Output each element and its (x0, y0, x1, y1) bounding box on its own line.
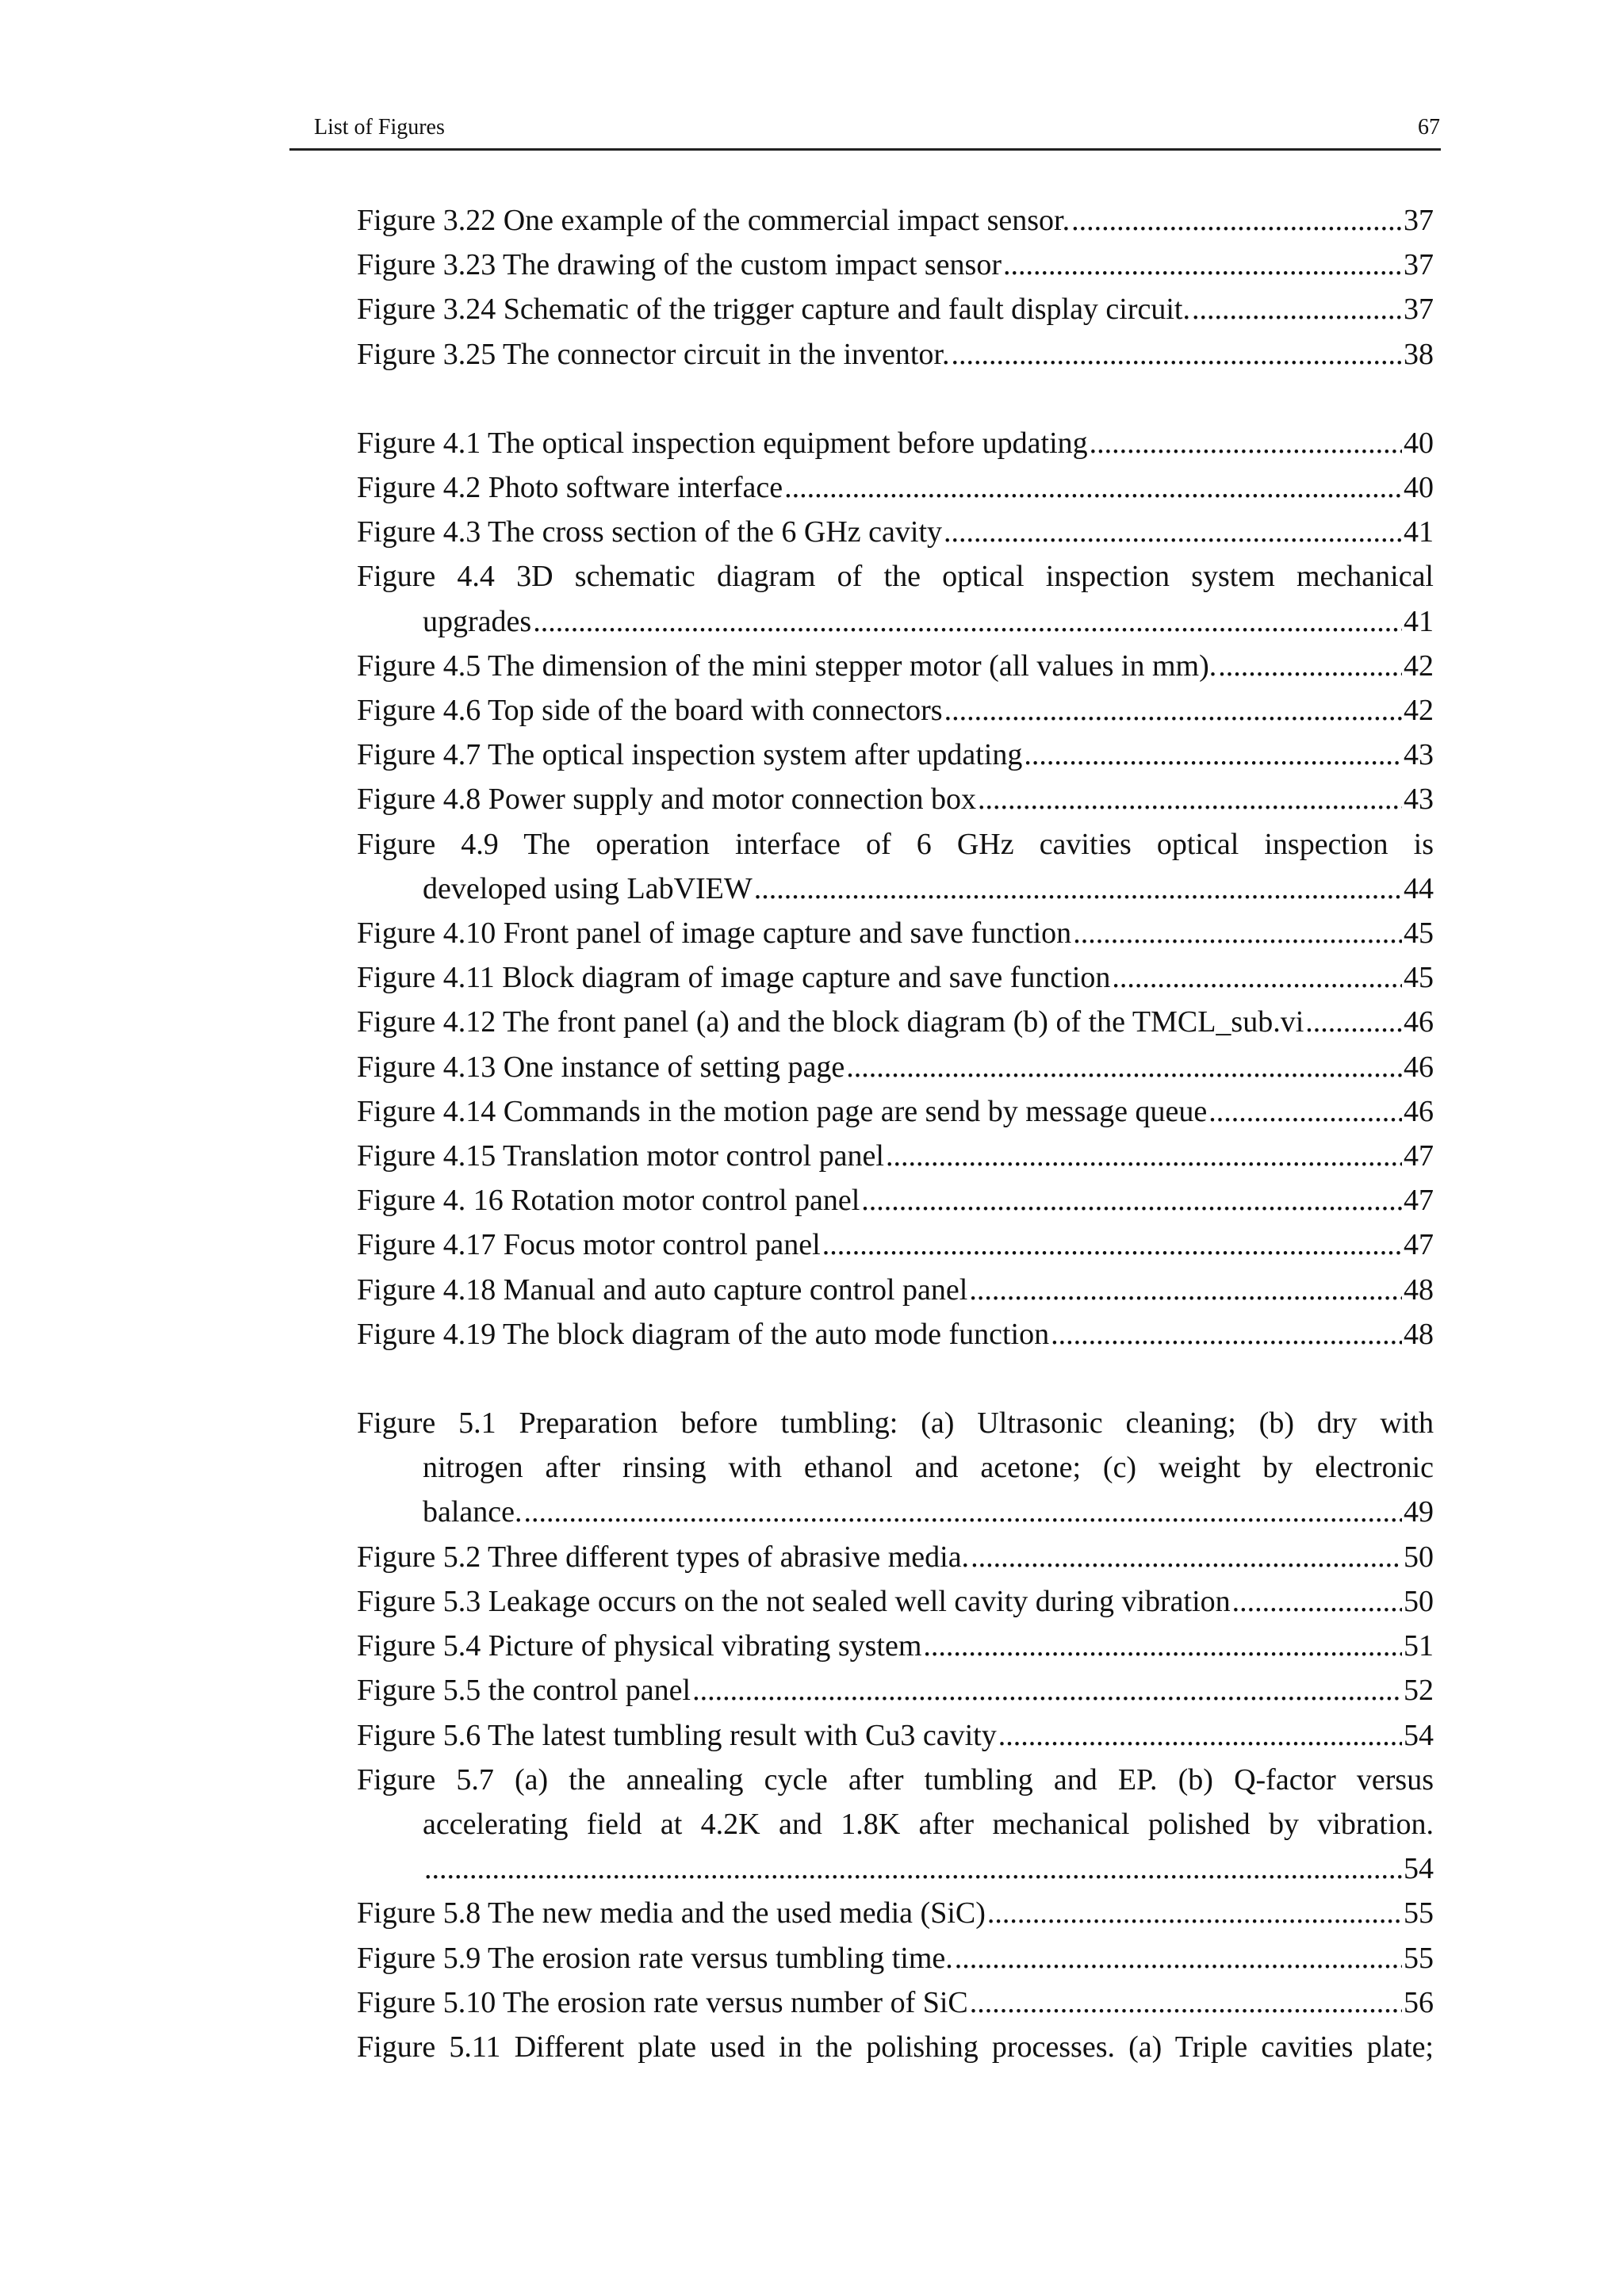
entry-line (357, 955, 1434, 1000)
dot-leader (969, 1268, 1402, 1312)
dot-leader (944, 688, 1402, 733)
page-number: 48 (1404, 1272, 1434, 1307)
dot-leader (784, 465, 1402, 510)
figure-caption: Figure 4.17 Focus motor control panel (357, 1228, 821, 1262)
page-number: 44 (1404, 871, 1434, 905)
page-number: 52 (1404, 1674, 1434, 1708)
dot-leader (978, 777, 1402, 821)
header-rule (289, 148, 1441, 151)
figure-caption: upgrades (423, 604, 532, 638)
dot-leader (1305, 1000, 1402, 1044)
entry-line (357, 1891, 1434, 1935)
page-number: 46 (1404, 1005, 1434, 1039)
entry-line (357, 599, 1434, 644)
page-number: 55 (1404, 1896, 1434, 1931)
toc-entry[interactable] (357, 644, 1434, 688)
entry-line (357, 1668, 1434, 1712)
page-number: 56 (1404, 1985, 1434, 2019)
toc-entry[interactable] (357, 287, 1434, 331)
entry-line (357, 287, 1434, 331)
toc-entry[interactable] (357, 688, 1434, 733)
page-number: 37 (1404, 248, 1434, 282)
page-number: 42 (1404, 649, 1434, 683)
entry-line (357, 1624, 1434, 1668)
dot-leader (1090, 421, 1402, 465)
header-page-number: 67 (1418, 115, 1440, 140)
toc-entry[interactable] (357, 1401, 1434, 1535)
figure-caption: Figure 4.13 One instance of setting page (357, 1050, 845, 1084)
toc-entry[interactable] (357, 1134, 1434, 1178)
page-number: 55 (1404, 1941, 1434, 1975)
dot-leader (524, 1490, 1402, 1534)
entry-line (357, 243, 1434, 287)
entry-line (357, 1579, 1434, 1624)
toc-entry[interactable] (357, 1178, 1434, 1223)
toc-entry[interactable] (357, 1891, 1434, 1935)
running-header (314, 115, 1440, 140)
page-number: 50 (1404, 1540, 1434, 1574)
page-number: 46 (1404, 1094, 1434, 1128)
dot-leader (971, 1535, 1402, 1579)
dot-leader (1024, 733, 1402, 777)
entry-line (357, 1535, 1434, 1579)
entry-line (357, 1223, 1434, 1267)
page-number: 46 (1404, 1050, 1434, 1084)
entry-line-continued: accelerating field at 4.2K and 1.8K after mechanical polished by vibration. (423, 1807, 1434, 1841)
dot-leader (886, 1134, 1402, 1178)
dot-leader (998, 1713, 1402, 1758)
toc-entry[interactable] (357, 1312, 1434, 1357)
entry-line (357, 1936, 1434, 1980)
page-number: 41 (1404, 604, 1434, 638)
page-number: 40 (1404, 426, 1434, 460)
entry-line-first: Figure 5.1 Preparation before tumbling: (a) Ultrasonic cleaning; (b) dry with (357, 1406, 1434, 1441)
figure-caption: Figure 4.11 Block diagram of image capture and save function (357, 961, 1111, 995)
dot-leader (987, 1891, 1402, 1935)
entry-line (357, 465, 1434, 510)
toc-entry[interactable] (357, 1268, 1434, 1312)
entry-line (357, 1312, 1434, 1357)
toc-entry[interactable] (357, 911, 1434, 955)
figure-caption: Figure 5.2 Three different types of abrasive media. (357, 1540, 970, 1574)
dot-leader (1051, 1312, 1402, 1357)
dot-leader (955, 1936, 1402, 1980)
dot-leader (1112, 955, 1402, 1000)
list-of-figures (357, 198, 1434, 2114)
entry-line-first: Figure 4.4 3D schematic diagram of the optical inspection system mechanical (357, 560, 1434, 594)
toc-entry[interactable] (357, 1980, 1434, 2025)
page-number: 43 (1404, 783, 1434, 817)
dot-leader (1218, 644, 1402, 688)
figure-caption: balance. (423, 1495, 523, 1529)
entry-line (357, 688, 1434, 733)
figure-caption: Figure 5.5 the control panel (357, 1674, 691, 1708)
figure-caption: Figure 4.7 The optical inspection system after updating (357, 738, 1023, 772)
figure-caption: Figure 4.14 Commands in the motion page are send by message queue (357, 1094, 1208, 1128)
page-number: 47 (1404, 1139, 1434, 1173)
toc-entry[interactable] (357, 465, 1434, 510)
figure-caption: Figure 3.24 Schematic of the trigger capture and fault display circuit. (357, 293, 1190, 327)
dot-leader (970, 1980, 1402, 2025)
figure-caption: Figure 4.6 Top side of the board with connectors (357, 694, 943, 728)
figure-caption: Figure 4.15 Translation motor control panel (357, 1139, 884, 1173)
toc-entry[interactable] (357, 2025, 1434, 2069)
toc-entry[interactable] (357, 243, 1434, 287)
dot-leader (1208, 1089, 1402, 1134)
dot-leader (1003, 243, 1402, 287)
dot-leader (861, 1178, 1402, 1223)
entry-line (357, 733, 1434, 777)
entry-line-first: Figure 4.9 The operation interface of 6 GHz cavities optical inspection is (357, 827, 1434, 861)
dot-leader (533, 599, 1402, 644)
page-number: 37 (1404, 293, 1434, 327)
entry-line (357, 1134, 1434, 1178)
dot-leader (952, 332, 1403, 377)
entry-line (357, 1490, 1434, 1534)
toc-entry[interactable] (357, 198, 1434, 243)
entry-line (357, 1178, 1434, 1223)
page-number: 47 (1404, 1228, 1434, 1262)
page-number: 48 (1404, 1317, 1434, 1351)
dot-leader (1232, 1579, 1402, 1624)
figure-caption: Figure 4.10 Front panel of image capture and save function (357, 916, 1072, 951)
toc-entry[interactable] (357, 1535, 1434, 1579)
entry-line-first: Figure 5.11 Different plate used in the polishing processes. (a) Triple cavities plate; (357, 2030, 1434, 2064)
figure-caption: Figure 4.19 The block diagram of the auto mode function (357, 1317, 1050, 1351)
page-number: 45 (1404, 916, 1434, 951)
entry-line (357, 332, 1434, 377)
dot-leader (923, 1624, 1402, 1668)
toc-entry[interactable] (357, 554, 1434, 643)
header-title: List of Figures (314, 115, 445, 140)
toc-entry[interactable] (357, 1624, 1434, 1668)
dot-leader (944, 510, 1402, 554)
entry-line-continued: nitrogen after rinsing with ethanol and acetone; (c) weight by electronic (423, 1451, 1434, 1485)
toc-entry[interactable] (357, 1579, 1434, 1624)
entry-line (357, 510, 1434, 554)
figure-caption: Figure 4. 16 Rotation motor control panel (357, 1184, 860, 1218)
figure-caption: Figure 4.8 Power supply and motor connection box (357, 783, 977, 817)
entry-line-first: Figure 5.7 (a) the annealing cycle after tumbling and EP. (b) Q-factor versus (357, 1762, 1434, 1797)
figure-caption: Figure 3.22 One example of the commercial impact sensor. (357, 204, 1071, 237)
entry-line (357, 1045, 1434, 1089)
entry-line (357, 867, 1434, 911)
toc-entry[interactable] (357, 1045, 1434, 1089)
figure-caption: Figure 4.5 The dimension of the mini stepper motor (all values in mm). (357, 649, 1217, 683)
page-number: 45 (1404, 961, 1434, 995)
dot-leader (1071, 198, 1402, 243)
page-number: 47 (1404, 1184, 1434, 1218)
toc-section (357, 1401, 1434, 2069)
entry-line (357, 198, 1434, 243)
toc-entry[interactable] (357, 1713, 1434, 1758)
figure-caption: Figure 5.9 The erosion rate versus tumbling time. (357, 1941, 953, 1975)
toc-entry[interactable] (357, 332, 1434, 377)
figure-caption: Figure 5.6 The latest tumbling result with Cu3 cavity (357, 1718, 997, 1752)
entry-line (357, 644, 1434, 688)
dot-leader (1192, 287, 1402, 331)
figure-caption: Figure 5.3 Leakage occurs on the not sealed well cavity during vibration (357, 1584, 1231, 1618)
page-number: 41 (1404, 515, 1434, 549)
page-number: 42 (1404, 694, 1434, 728)
page-number: 54 (1404, 1852, 1434, 1886)
entry-line (357, 777, 1434, 821)
entry-line (357, 1713, 1434, 1758)
dot-leader (754, 867, 1402, 911)
toc-entry[interactable] (357, 822, 1434, 911)
toc-entry[interactable] (357, 421, 1434, 465)
toc-entry[interactable] (357, 510, 1434, 554)
toc-entry[interactable] (357, 1668, 1434, 1712)
dot-leader (1073, 911, 1402, 955)
toc-entry[interactable] (357, 1089, 1434, 1134)
figure-caption: Figure 5.10 The erosion rate versus number of SiC (357, 1985, 968, 2019)
figure-caption: Figure 4.3 The cross section of the 6 GHz cavity (357, 515, 943, 549)
page-number: 38 (1404, 337, 1434, 371)
figure-caption: developed using LabVIEW (423, 871, 753, 905)
page-number: 49 (1404, 1495, 1434, 1529)
entry-line (357, 1089, 1434, 1134)
dot-leader (692, 1668, 1402, 1712)
figure-caption: Figure 3.23 The drawing of the custom impact sensor (357, 248, 1002, 282)
entry-line (357, 421, 1434, 465)
figure-caption: Figure 5.4 Picture of physical vibrating system (357, 1629, 922, 1663)
toc-section (357, 421, 1434, 1357)
figure-caption: Figure 4.12 The front panel (a) and the block diagram (b) of the TMCL_sub.vi (357, 1005, 1304, 1039)
toc-entry[interactable] (357, 1936, 1434, 1980)
page-number: 37 (1404, 204, 1434, 237)
figure-caption: Figure 4.2 Photo software interface (357, 471, 783, 505)
entry-line (357, 1846, 1434, 1891)
entry-line (357, 1980, 1434, 2025)
toc-entry[interactable] (357, 777, 1434, 821)
dot-leader (424, 1846, 1402, 1891)
toc-entry[interactable] (357, 733, 1434, 777)
page-number: 43 (1404, 738, 1434, 772)
figure-caption: Figure 5.8 The new media and the used media (SiC) (357, 1896, 986, 1931)
figure-caption: Figure 3.25 The connector circuit in the inventor. (357, 337, 950, 371)
dot-leader (846, 1045, 1402, 1089)
figure-caption: Figure 4.1 The optical inspection equipment before updating (357, 426, 1088, 460)
page-number: 50 (1404, 1584, 1434, 1618)
page-number: 40 (1404, 471, 1434, 505)
figure-caption: Figure 4.18 Manual and auto capture control panel (357, 1272, 968, 1307)
dot-leader (822, 1223, 1402, 1267)
toc-entry[interactable] (357, 1000, 1434, 1044)
entry-line (357, 911, 1434, 955)
toc-section (357, 198, 1434, 377)
page-number: 51 (1404, 1629, 1434, 1663)
page-number: 54 (1404, 1718, 1434, 1752)
entry-line (357, 1000, 1434, 1044)
toc-entry[interactable] (357, 1758, 1434, 1892)
entry-line (357, 1268, 1434, 1312)
toc-entry[interactable] (357, 955, 1434, 1000)
toc-entry[interactable] (357, 1223, 1434, 1267)
